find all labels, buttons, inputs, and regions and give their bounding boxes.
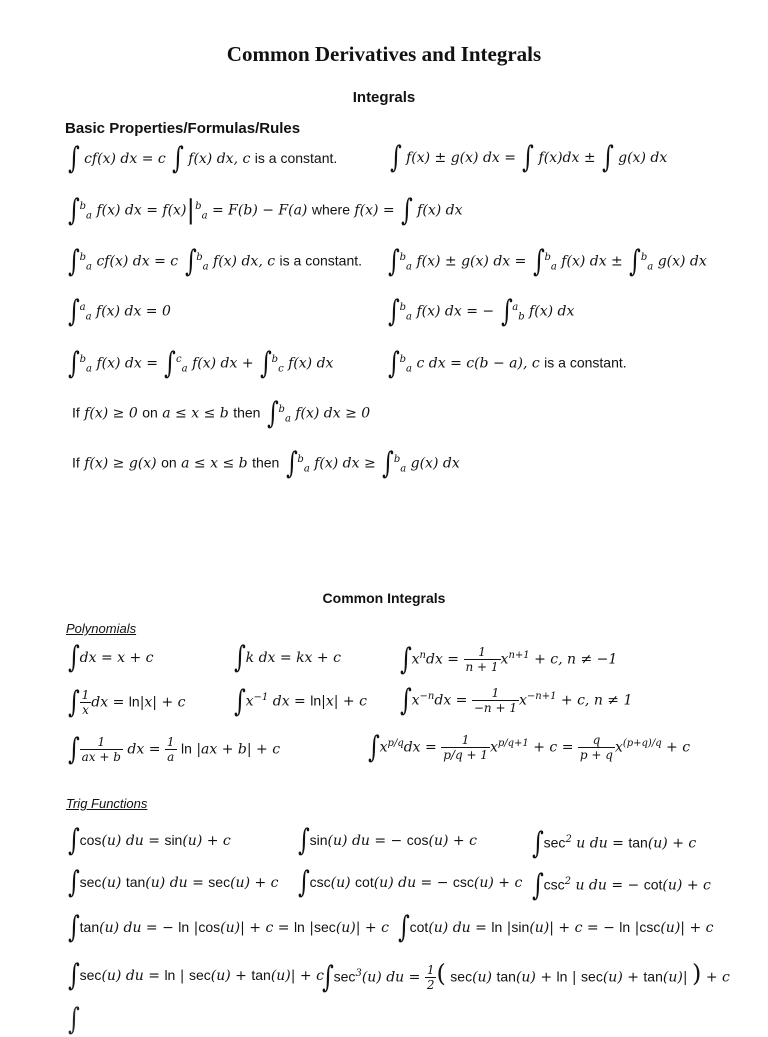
formula-comparison: If f(x) ≥ g(x) on a ≤ x ≤ b then ∫$^b_a$ f(x) dx ≥ ∫$^b_a$ g(x) dx xyxy=(72,445,460,481)
formula-definite-constant-multiple: ∫$^b_a$ cf(x) dx = c ∫$^b_a$ f(x) dx, c is a constant. xyxy=(67,243,363,279)
formula-sec: ∫sec(u) du = ln | sec(u) + tan(u)| + c xyxy=(67,958,324,993)
common-integrals-heading: Common Integrals xyxy=(322,590,446,606)
formula-sec-cubed: $\int\sec^3(u)$ du = $\frac{1}{2}$ ( sec(u) tan(u) + ln | sec(u) + tan(u)| ) + c xyxy=(321,959,730,995)
formula-reverse-limits: ∫$^b_a$ f(x) dx = − ∫$^a_b$ f(x) dx xyxy=(387,293,575,329)
formula-constant-multiple: ∫ cf(x) dx = c ∫ f(x) dx, c is a constant. xyxy=(67,141,338,176)
formula-sec-tan: ∫sec(u) tan(u) du = sec(u) + c xyxy=(67,865,279,900)
basic-rules-heading: Basic Properties/Formulas/Rules xyxy=(65,120,301,137)
formula-split-interval: ∫$^b_a$ f(x) dx = ∫$^c_a$ f(x) dx + ∫$^b_c$ f(x) dx xyxy=(67,345,334,381)
formula-csc-squared: $\int\csc^2$ u du = − cot(u) + c xyxy=(531,867,711,903)
formula-negative-power: $\int x^{-n}dx$ = $\frac{1}{-n + 1}$ $x^{-n+1} + c$, n ≠ 1 xyxy=(399,682,633,718)
formula-rational-power: $\int x^{p/q}dx$ = $\frac{1}{p/q + 1}$ $x^{p/q+1} + c$ = $\frac{q}{p + q}$ $x^{(p+q)/q} + c$ xyxy=(367,729,691,765)
formula-x-inverse: $\int x^{-1}$ dx = ln|x| + c xyxy=(233,683,367,719)
formula-power-rule: $\int x^ndx$ = $\frac{1}{n + 1}$ $x^{n+1} + c$, n ≠ −1 xyxy=(399,641,618,677)
trig-heading: Trig Functions xyxy=(66,796,148,811)
formula-zero-width: ∫$^a_a$ f(x) dx = 0 xyxy=(67,293,171,329)
formula-tan: ∫tan(u) du = − ln |cos(u)| + c = ln |sec(u)| + c xyxy=(67,910,389,945)
formula-fundamental-theorem: ∫$^b_a$ f(x) dx = $f(x)|^b_a = F(b) - F(a)$ where f(x) = ∫ f(x) dx xyxy=(67,192,463,228)
formula-csc-cot: ∫csc(u) cot(u) du = − csc(u) + c xyxy=(297,865,523,900)
formula-integral-dx: ∫dx = x + c xyxy=(67,640,154,675)
formula-sin: ∫sin(u) du = − cos(u) + c xyxy=(297,823,477,858)
formula-cos: ∫cos(u) du = sin(u) + c xyxy=(67,823,231,858)
formula-cot: ∫cot(u) du = ln |sin(u)| + c = − ln |csc(u)| + c xyxy=(397,910,714,945)
formula-integral-k: ∫k dx = kx + c xyxy=(233,640,341,675)
formula-nonnegative: If f(x) ≥ 0 on a ≤ x ≤ b then ∫$^b_a$ f(x) dx ≥ 0 xyxy=(72,395,371,431)
page-title: Common Derivatives and Integrals xyxy=(226,42,542,66)
section-heading-integrals: Integrals xyxy=(352,89,416,106)
formula-constant-integral: ∫$^b_a$ c dx = c(b − a), c is a constant. xyxy=(387,345,627,381)
formula-cutoff-row: ∫ xyxy=(67,1002,80,1037)
formula-reciprocal: ∫ $\frac{1}{x}$ dx = ln|x| + c xyxy=(67,684,186,720)
formula-sec-squared: $\int\sec^2$ u du = tan(u) + c xyxy=(531,825,697,861)
polynomials-heading: Polynomials xyxy=(66,621,137,636)
formula-linear-reciprocal: ∫ $\frac{1}{ax + b}$ dx = $\frac{1}{a}$ ln |ax + b| + c xyxy=(67,731,281,767)
formula-definite-sum-rule: ∫$^b_a$ f(x) ± g(x) dx = ∫$^b_a$ f(x) dx ± ∫$^b_a$ g(x) dx xyxy=(387,243,707,279)
formula-sum-rule: ∫ f(x) ± g(x) dx = ∫ f(x)dx ± ∫ g(x) dx xyxy=(389,140,668,175)
